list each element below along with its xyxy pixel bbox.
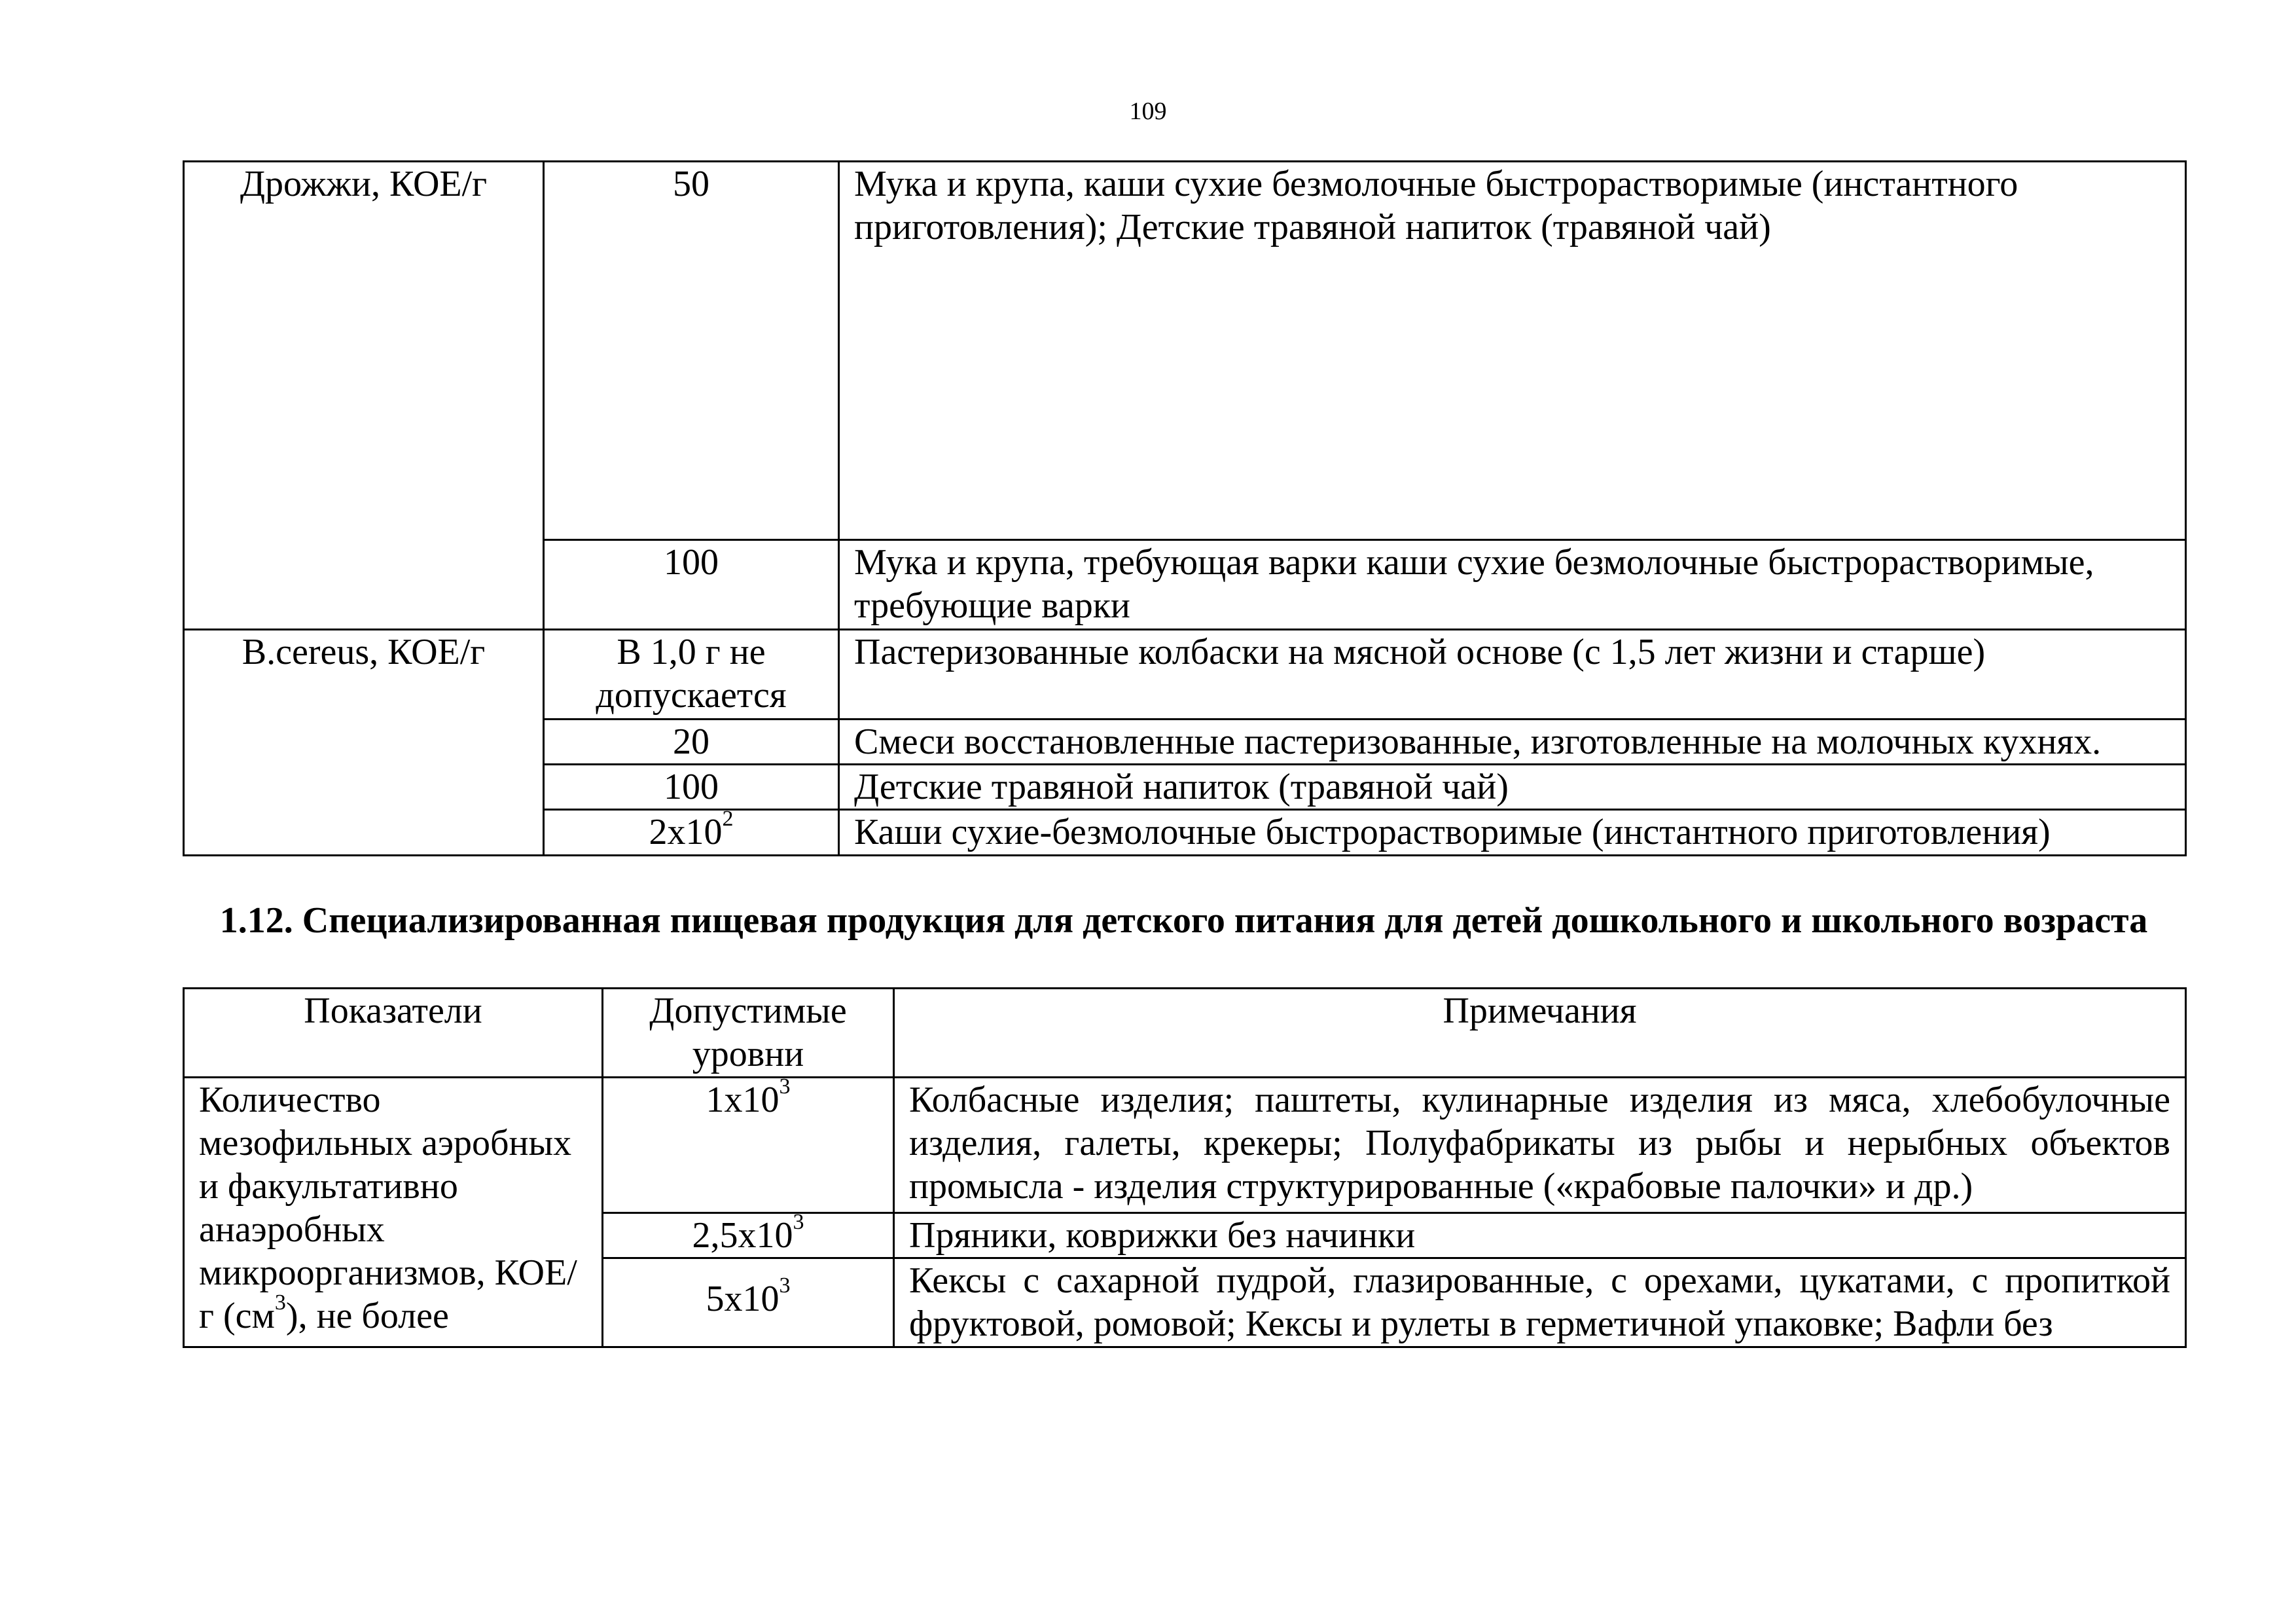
level-base: 2,5x10	[692, 1215, 793, 1256]
table-header-row	[184, 989, 2186, 1078]
note-cell: Кексы с сахарной пудрой, глазированные, с орехами, цукатами, с пропиткой фруктовой, ромовой; Кексы и рулеты в герметичной упаковке; Вафли без	[894, 1258, 2186, 1347]
indicator-cell	[184, 1078, 603, 1347]
table-row	[184, 630, 2186, 720]
note-cell: Каши сухие-безмолочные быстрорастворимые (инстантного приготовления)	[839, 810, 2186, 856]
header-indicators: Показатели	[184, 989, 603, 1078]
page-number: 109	[1129, 98, 1167, 125]
level-cell	[603, 1078, 894, 1213]
level-base: 5x10	[706, 1279, 780, 1319]
level-cell: 100	[544, 765, 839, 810]
level-base: 1x10	[706, 1080, 780, 1120]
header-notes: Примечания	[894, 989, 2186, 1078]
indicator-exponent: 3	[274, 1290, 286, 1315]
note-cell: Мука и крупа, требующая варки каши сухие безмолочные быстрорастворимые, требующие варки	[839, 540, 2186, 630]
indicator-text: Количество мезофильных аэробных и факультативно анаэробных микроорганизмов, КОЕ/г (см	[199, 1080, 577, 1336]
indicator-text-end: ), не более	[285, 1296, 449, 1336]
level-cell: 20	[544, 720, 839, 765]
level-exponent: 3	[779, 1273, 791, 1298]
level-exponent: 3	[779, 1077, 791, 1099]
indicator-cell: Дрожжи, КОЕ/г	[184, 162, 544, 630]
level-base: 2x10	[649, 812, 723, 852]
table-row	[184, 162, 2186, 540]
indicator-cell: B.cereus, КОЕ/г	[184, 630, 544, 856]
level-exponent: 3	[793, 1213, 804, 1235]
level-exponent: 2	[722, 809, 734, 831]
specialized-food-table	[183, 987, 2187, 1348]
section-title: 1.12. Специализированная пищевая продукция для детского питания для детей дошкольного и школьного возраста	[219, 900, 2148, 941]
note-cell: Смеси восстановленные пастеризованные, изготовленные на молочных кухнях.	[839, 720, 2186, 765]
level-cell: 50	[544, 162, 839, 540]
level-cell	[603, 1213, 894, 1258]
note-cell: Детские травяной напиток (травяной чай)	[839, 765, 2186, 810]
note-cell: Пряники, коврижки без начинки	[894, 1213, 2186, 1258]
level-cell: 100	[544, 540, 839, 630]
note-cell: Мука и крупа, каши сухие безмолочные быстрорастворимые (инстантного приготовления); Детские травяной напиток (травяной чай)	[839, 162, 2186, 540]
table-row	[184, 1078, 2186, 1213]
note-cell: Колбасные изделия; паштеты, кулинарные изделия из мяса, хлебобулочные изделия, галеты, крекеры; Полуфабрикаты из рыбы и нерыбных объектов промысла - изделия структурированные («крабовые палочки» и др.)	[894, 1078, 2186, 1213]
level-cell	[603, 1258, 894, 1347]
level-cell	[544, 810, 839, 856]
note-cell: Пастеризованные колбаски на мясной основе (с 1,5 лет жизни и старше)	[839, 630, 2186, 720]
header-levels: Допустимые уровни	[603, 989, 894, 1078]
level-cell: В 1,0 г не допускается	[544, 630, 839, 720]
microbiology-table-continued	[183, 160, 2187, 856]
